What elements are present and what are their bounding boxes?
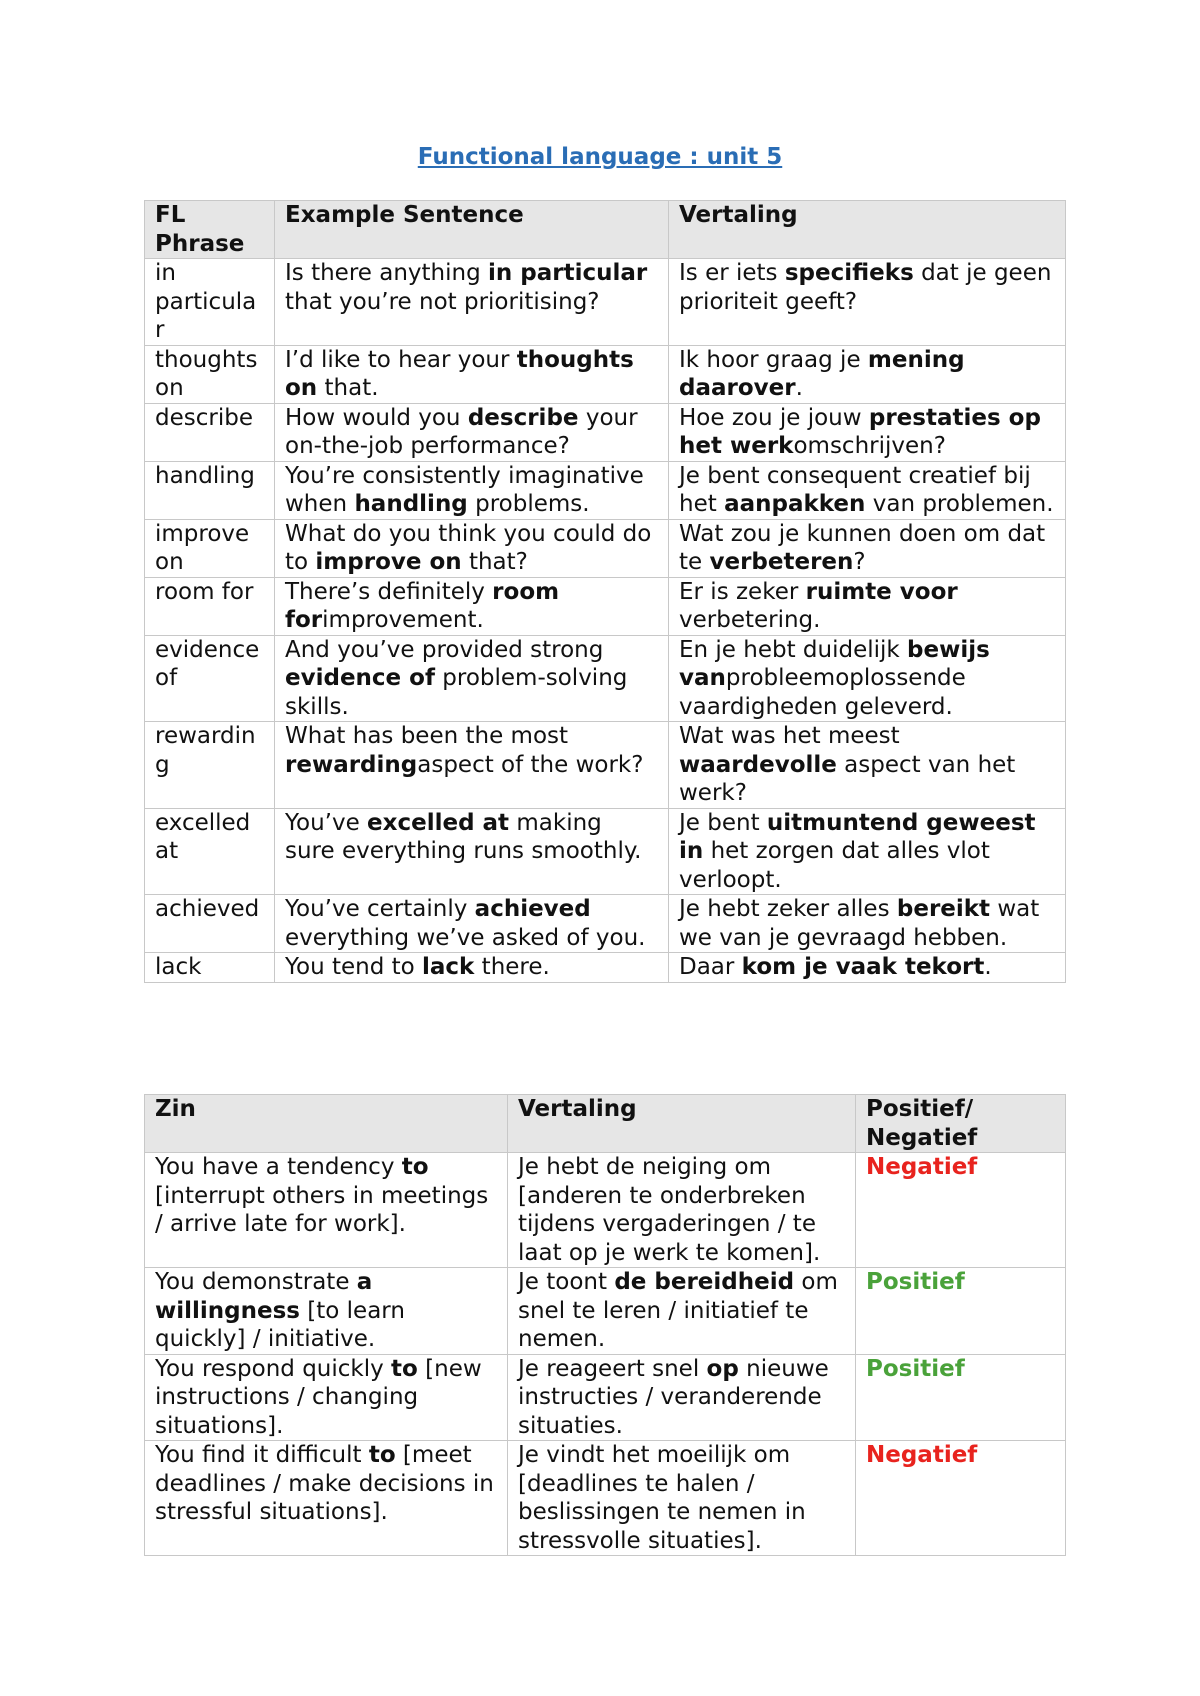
table-row [145, 403, 1066, 461]
vertaling-cell [669, 953, 1066, 983]
vertaling-text: nieuwe instructies / veranderende situaties. [518, 1355, 829, 1439]
vertaling-bold: aanpakken [724, 491, 866, 517]
example-bold: improve on [315, 549, 462, 575]
vertaling-text: Wat zou je kunnen doen om dat te [679, 520, 1046, 575]
example-sentence-cell [275, 722, 669, 809]
example-text: that? [461, 549, 528, 575]
example-sentence-cell [275, 403, 669, 461]
example-text: You tend to [285, 954, 423, 980]
vertaling-text: probleemoplossende vaardigheden geleverd. [679, 665, 966, 720]
zin-text: [new instructions / changing situations]. [155, 1355, 482, 1439]
example-sentence-cell [275, 345, 669, 403]
vertaling-cell [669, 403, 1066, 461]
vertaling-text: En je hebt duidelijk [679, 636, 908, 663]
vertaling-text: het zorgen dat alles vlot verloopt. [679, 838, 990, 893]
vertaling-bold: bewijs van [679, 636, 990, 691]
example-sentence-cell [275, 808, 669, 895]
example-text: that. [317, 375, 379, 401]
rating-label: Positief [866, 1269, 965, 1295]
example-sentence-cell [275, 519, 669, 577]
vertaling-bold: verbeteren [709, 549, 854, 575]
fl-phrase-cell: thoughts on [145, 345, 275, 403]
example-sentence-cell [275, 635, 669, 722]
zin-table [144, 1094, 1066, 1556]
table-row [145, 953, 1066, 983]
table-row [145, 259, 1066, 346]
vertaling-text: Je bent consequent creatief bij het [679, 462, 1031, 517]
vertaling-cell [669, 895, 1066, 953]
example-bold: achieved [474, 896, 591, 922]
rating-label: Positief [866, 1355, 965, 1382]
rating-cell [856, 1441, 1066, 1556]
header-zin: Zin [145, 1095, 508, 1153]
zin-bold: a willingness [155, 1269, 373, 1324]
vertaling-cell [669, 577, 1066, 635]
table-row [145, 1441, 1066, 1556]
zin-cell [145, 1268, 508, 1355]
vertaling-cell [669, 461, 1066, 519]
vertaling-cell [669, 635, 1066, 722]
example-bold: in particular [488, 260, 648, 286]
vertaling-text: Je reageert snel [518, 1355, 707, 1382]
vertaling-text: van problemen. [865, 491, 1054, 517]
fl-phrase-cell: in particular [145, 259, 275, 346]
example-bold: room for [285, 578, 560, 633]
vertaling-text: aspect van het werk? [679, 751, 1016, 806]
vertaling-text: omschrijven? [793, 433, 946, 459]
zin-bold: to [391, 1355, 418, 1382]
table-row [145, 1153, 1066, 1268]
example-bold: handling [354, 491, 468, 517]
example-text: that you’re not prioritising? [285, 288, 600, 315]
example-sentence-cell [275, 953, 669, 983]
example-bold: lack [422, 954, 475, 980]
example-text: How would you [285, 404, 468, 431]
example-text: problem-solving skills. [285, 665, 628, 720]
table-header-row [145, 201, 1066, 259]
vertaling-cell [669, 808, 1066, 895]
example-text: aspect of the work? [417, 751, 644, 778]
example-text: Is there anything [285, 260, 488, 286]
example-sentence-cell [275, 577, 669, 635]
table-header-row [145, 1095, 1066, 1153]
rating-cell [856, 1354, 1066, 1441]
zin-text: You find it difficult [155, 1442, 369, 1468]
vertaling-cell: Je hebt de neiging om [anderen te onderbreken tijdens vergaderingen / te laat op je werk te komen]. [508, 1153, 856, 1268]
vertaling-bold: specifieks [784, 260, 914, 286]
vertaling-text: om snel te leren / initiatief te nemen. [518, 1269, 838, 1352]
fl-phrase-table [144, 200, 1066, 983]
fl-phrase-cell: describe [145, 403, 275, 461]
example-sentence-cell [275, 461, 669, 519]
zin-text: You have a tendency [155, 1154, 402, 1180]
vertaling-cell [508, 1354, 856, 1441]
zin-bold: to [368, 1442, 396, 1468]
example-text: your on-the-job performance? [285, 404, 638, 459]
vertaling-text: Hoe zou je jouw [679, 404, 869, 431]
vertaling-bold: op [706, 1355, 739, 1382]
table-row [145, 635, 1066, 722]
vertaling-bold: kom je vaak tekort [741, 954, 985, 980]
example-text: improvement. [322, 607, 484, 633]
zin-text: [to learn quickly] / initiative. [155, 1297, 405, 1352]
vertaling-cell [669, 519, 1066, 577]
vertaling-text: Je hebt zeker alles [679, 896, 897, 922]
fl-phrase-cell: achieved [145, 895, 275, 953]
example-text: There’s definitely [285, 578, 493, 605]
header-vertaling: Vertaling [669, 201, 1066, 259]
header-positief-negatief: Positief/ Negatief [856, 1095, 1066, 1153]
example-bold: rewarding [285, 751, 418, 778]
zin-text: You respond quickly [155, 1355, 392, 1382]
zin-text: [interrupt others in meetings / arrive late for work]. [155, 1182, 489, 1237]
example-text: problems. [467, 491, 590, 517]
table-row [145, 345, 1066, 403]
table-row [145, 1354, 1066, 1441]
example-text: everything we’ve asked of you. [285, 924, 646, 951]
vertaling-text: Is er iets [679, 260, 785, 286]
example-bold: thoughts on [285, 346, 634, 401]
vertaling-text: . [984, 954, 992, 980]
zin-cell [145, 1153, 508, 1268]
example-text: You’ve [285, 809, 368, 836]
vertaling-text: verbetering. [679, 607, 821, 633]
table-row [145, 519, 1066, 577]
example-text: You’re consistently imaginative when [285, 462, 644, 517]
table-row [145, 722, 1066, 809]
example-bold: evidence of [285, 665, 435, 691]
fl-phrase-cell: handling [145, 461, 275, 519]
zin-text: [meet deadlines / make decisions in stressful situations]. [155, 1442, 494, 1525]
rating-label: Negatief [866, 1154, 978, 1180]
example-text: And you’ve provided strong [285, 636, 604, 663]
rating-label: Negatief [866, 1442, 978, 1468]
example-text: What do you think you could do to [285, 520, 652, 575]
vertaling-text: dat je geen prioriteit geeft? [679, 260, 1052, 315]
vertaling-text: Wat was het meest [679, 723, 900, 749]
vertaling-text: Je bent [679, 809, 767, 836]
vertaling-cell [508, 1268, 856, 1355]
vertaling-cell [669, 345, 1066, 403]
example-text: You’ve certainly [285, 896, 475, 922]
vertaling-text: wat we van je gevraagd hebben. [679, 896, 1040, 951]
fl-phrase-cell: lack [145, 953, 275, 983]
vertaling-text: Ik hoor graag je [679, 346, 868, 373]
zin-cell [145, 1354, 508, 1441]
zin-cell [145, 1441, 508, 1556]
vertaling-bold: de bereidheid [614, 1269, 795, 1295]
fl-phrase-cell: evidence of [145, 635, 275, 722]
table-row [145, 1268, 1066, 1355]
vertaling-cell [669, 259, 1066, 346]
vertaling-bold: mening daarover [679, 346, 965, 401]
fl-phrase-cell: room for [145, 577, 275, 635]
fl-phrase-cell: improve on [145, 519, 275, 577]
vertaling-bold: uitmuntend geweest in [679, 809, 1036, 864]
fl-phrase-cell: excelled at [145, 808, 275, 895]
vertaling-bold: bereikt [896, 896, 991, 922]
vertaling-bold: prestaties op het werk [679, 404, 1041, 459]
vertaling-bold: ruimte voor [805, 578, 958, 605]
table-row [145, 808, 1066, 895]
zin-bold: to [401, 1154, 429, 1180]
header-fl-phrase: FL Phrase [145, 201, 275, 259]
table-row [145, 577, 1066, 635]
vertaling-cell [669, 722, 1066, 809]
example-bold: excelled at [367, 809, 510, 836]
example-text: I’d like to hear your [285, 346, 517, 373]
page-title: Functional language : unit 5 [417, 144, 783, 170]
zin-text: You demonstrate [155, 1269, 357, 1295]
vertaling-cell: Je vindt het moeilijk om [deadlines te halen / beslissingen te nemen in stressvolle situaties]. [508, 1441, 856, 1556]
example-text: making sure everything runs smoothly. [285, 809, 642, 864]
header-example-sentence: Example Sentence [275, 201, 669, 259]
rating-cell [856, 1268, 1066, 1355]
vertaling-text: ? [853, 549, 866, 575]
vertaling-bold: waardevolle [679, 751, 837, 778]
example-bold: describe [467, 404, 579, 431]
header-vertaling: Vertaling [508, 1095, 856, 1153]
table-row [145, 461, 1066, 519]
vertaling-text: Je toont [518, 1269, 615, 1295]
example-sentence-cell [275, 259, 669, 346]
example-text: there. [474, 954, 550, 980]
vertaling-text: . [795, 375, 803, 401]
rating-cell [856, 1153, 1066, 1268]
example-sentence-cell [275, 895, 669, 953]
fl-phrase-cell: rewarding [145, 722, 275, 809]
vertaling-text: Daar [679, 954, 742, 980]
table-row [145, 895, 1066, 953]
vertaling-text: Er is zeker [679, 578, 806, 605]
example-text: What has been the most [285, 723, 569, 749]
